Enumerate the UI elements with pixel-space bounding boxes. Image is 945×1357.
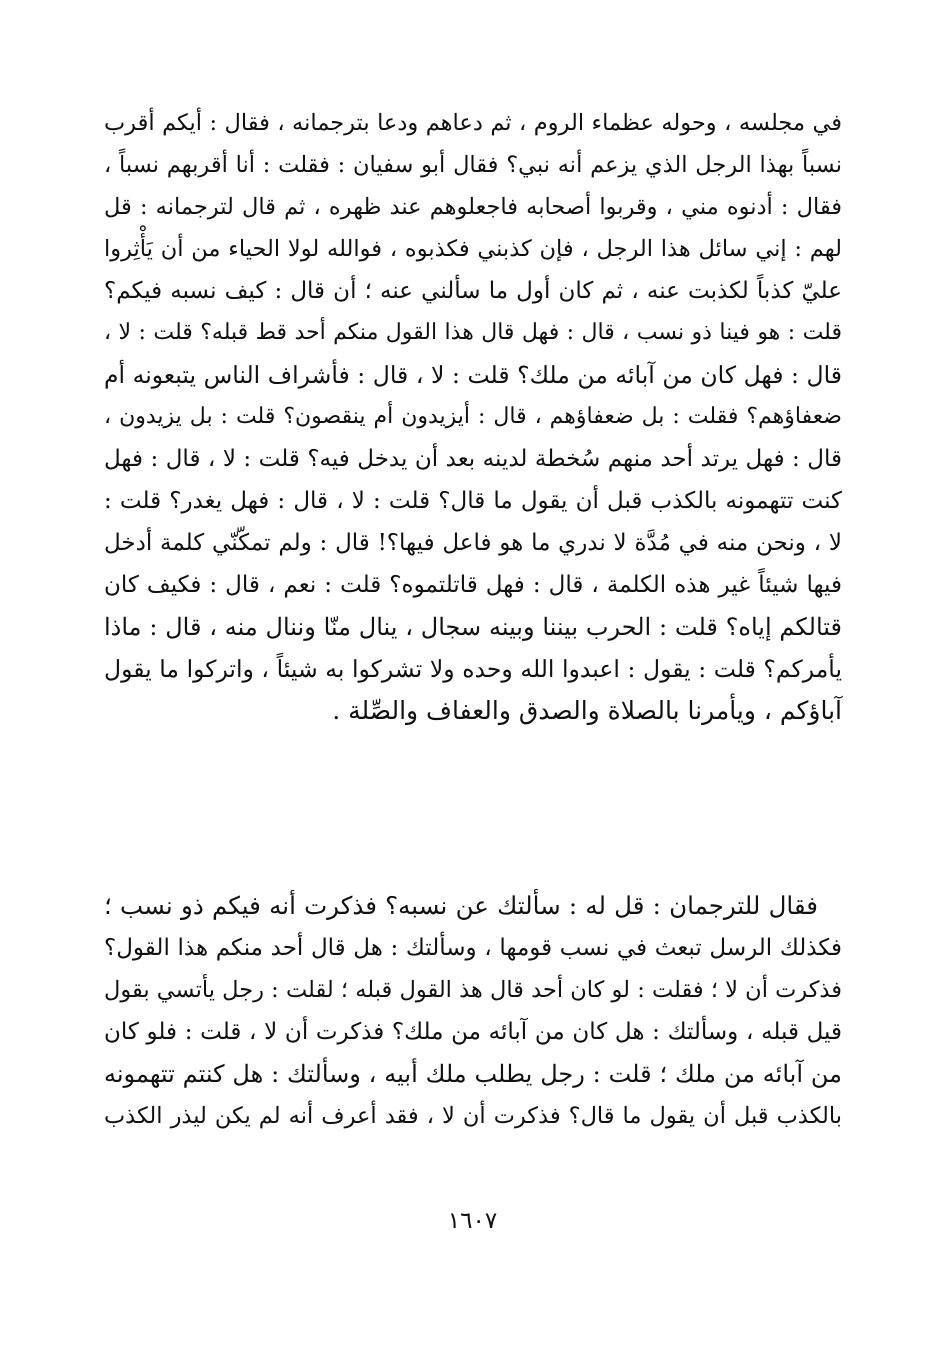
text-line: فذكرت أن لا ؛ فقلت : لو كان أحد قال هذ القول قبله ؛ لقلت : رجل يأتسي بقول — [104, 977, 842, 1003]
text-line: بالكذب قبل أن يقول ما قال؟ فذكرت أن لا ، فقد أعرف أنه لم يكن ليذر الكذب — [104, 1103, 842, 1129]
text-line: قتالكم إياه؟ قلت : الحرب بيننا وبينه سجال ، ينال منّا وننال منه ، قال : ماذا — [104, 613, 842, 641]
text-line: كنت تتهمونه بالكذب قبل أن يقول ما قال؟ قلت : لا ، قال : فهل يغدر؟ قلت : — [104, 488, 842, 514]
paragraph-2 — [104, 885, 842, 1137]
text-line: قلت : هو فينا ذو نسب ، قال : فهل قال هذا القول منكم أحد قط قبله؟ قلت : لا ، — [104, 320, 842, 345]
text-line: عليّ كذباً لكذبت عنه ، ثم كان أول ما سألني عنه ؛ أن قال : كيف نسبه فيكم؟ — [104, 278, 842, 304]
text-line-indented: فقال للترجمان : قل له : سألتك عن نسبه؟ فذكرت أنه فيكم ذو نسب ؛ — [104, 891, 818, 920]
text-line: نسباً بهذا الرجل الذي يزعم أنه نبي؟ فقال أبو سفيان : فقلت : أنا أقربهم نسباً ، — [104, 152, 842, 178]
text-line: فكذلك الرسل تبعث في نسب قومها ، وسألتك : هل قال أحد منكم هذا القول؟ — [104, 935, 842, 961]
text-line: لا ، ونحن منه في مُدَّة لا ندري ما هو فاعل فيها؟! قال : ولم تمكّنّي كلمة أدخل — [104, 530, 842, 556]
page-number: ١٦٠٧ — [447, 1208, 498, 1234]
text-line-last: آباؤكم ، ويأمرنا بالصلاة والصدق والعفاف والصِّلة . — [332, 696, 842, 725]
text-line: لهم : إني سائل هذا الرجل ، فإن كذبني فكذبوه ، فوالله لولا الحياء من أن يَأْثِروا — [104, 236, 842, 262]
text-line: ضعفاؤهم؟ فقلت : بل ضعفاؤهم ، قال : أيزيدون أم ينقصون؟ قلت : بل يزيدون ، — [104, 404, 842, 429]
text-line: قال : فهل يرتد أحد منهم سُخطة لدينه بعد أن يدخل فيه؟ قلت : لا ، قال : فهل — [104, 446, 842, 472]
text-line: في مجلسه ، وحوله عظماء الروم ، ثم دعاهم ودعا بترجمانه ، فقال : أيكم أقرب — [104, 110, 842, 136]
text-line: من آبائه من ملك ؛ قلت : رجل يطلب ملك أبيه ، وسألتك : هل كنتم تتهمونه — [104, 1060, 842, 1088]
paragraph-1 — [104, 102, 842, 732]
text-line: فقال : أدنوه مني ، وقربوا أصحابه فاجعلوهم عند ظهره ، ثم قال لترجمانه : قل — [104, 194, 842, 220]
text-line: قيل قبله ، وسألتك : هل كان من آبائه من ملك؟ فذكرت أن لا ، قلت : فلو كان — [104, 1019, 842, 1045]
text-line: يأمركم؟ قلت : يقول : اعبدوا الله وحده ولا تشركوا به شيئاً ، واتركوا ما يقول — [104, 655, 842, 683]
text-line: قال : فهل كان من آبائه من ملك؟ قلت : لا ، قال : فأشراف الناس يتبعونه أم — [104, 361, 842, 389]
text-line: فيها شيئاً غير هذه الكلمة ، قال : فهل قاتلتموه؟ قلت : نعم ، قال : فكيف كان — [104, 572, 842, 598]
